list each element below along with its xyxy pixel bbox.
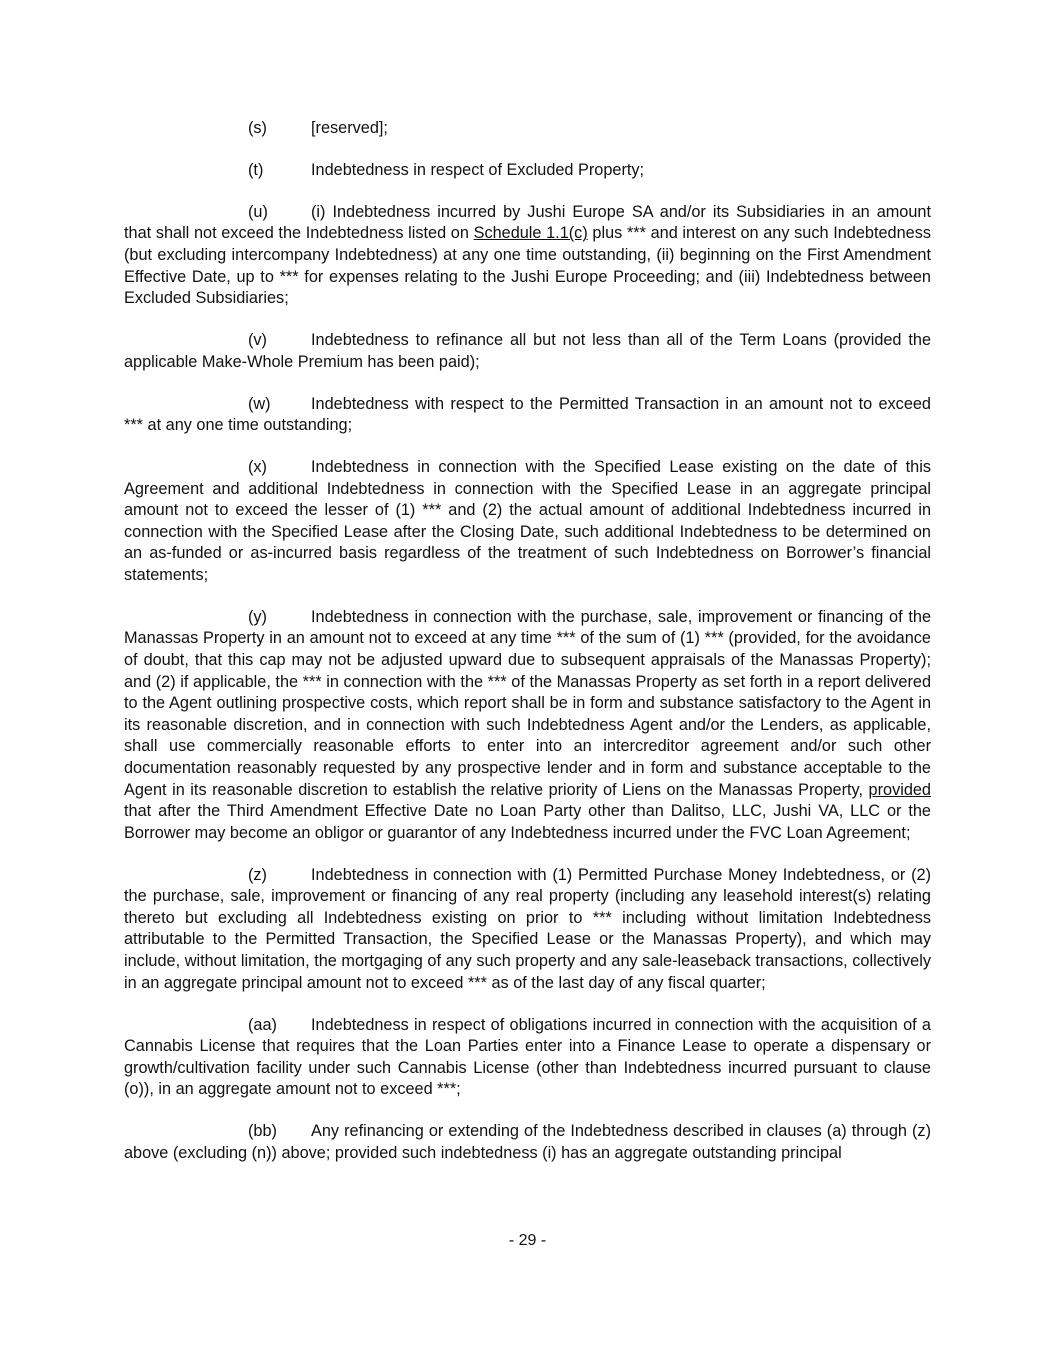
clause-label: (aa) bbox=[248, 1015, 277, 1034]
clause-text: plus *** and interest on any such Indebtedness (but excluding intercompany Indebtedness) at any one time outstanding, (ii) beginning on the First Amendment Effective Date, up to *** for expenses relating to the Jushi Europe Proceeding; and (iii) Indebtedness between Excluded Subsidiaries; bbox=[124, 224, 931, 308]
provided-term: provided bbox=[868, 780, 931, 799]
clause-label: (s) bbox=[248, 119, 267, 137]
page-number: - 29 - bbox=[508, 1232, 547, 1249]
clause-bb bbox=[124, 1121, 931, 1164]
clause-aa bbox=[124, 1015, 931, 1101]
clause-t bbox=[124, 160, 931, 182]
clause-w bbox=[124, 394, 931, 437]
clause-label: (z) bbox=[248, 865, 267, 884]
clause-text: [reserved]; bbox=[311, 119, 388, 137]
clause-text: Indebtedness with respect to the Permitted Transaction in an amount not to exceed *** at any one time outstanding; bbox=[124, 394, 931, 435]
clause-text: that after the Third Amendment Effective Date no Loan Party other than Dalitso, LLC, Jushi VA, LLC or the Borrower may become an obligor or guarantor of any Indebtedness incurred under the FVC Loan Agreement; bbox=[124, 802, 931, 842]
clause-text: (i) Indebtedness incurred by Jushi Europe SA and/or its Subsidiaries in an amount that shall not exceed the Indebtedness listed on bbox=[124, 202, 931, 243]
clause-text: Indebtedness in connection with (1) Permitted Purchase Money Indebtedness, or (2) the purchase, sale, improvement or financing of any real property (including any leasehold interest(s) relating thereto but excluding all Indebtedness existing on prior to *** including without limitation Indebtedness attributable to the Permitted Transaction, the Specified Lease or the Manassas Property), and which may include, without limitation, the mortgaging of any such property and any sale-leaseback transactions, collectively in an aggregate principal amount not to exceed *** as of the last day of any fiscal quarter; bbox=[124, 865, 931, 992]
clause-u bbox=[124, 202, 931, 310]
document-body bbox=[124, 118, 931, 1185]
clause-y bbox=[124, 607, 931, 845]
clause-label: (x) bbox=[248, 458, 267, 477]
clause-v bbox=[124, 330, 931, 373]
clause-label: (v) bbox=[248, 331, 267, 350]
clause-text: Indebtedness in respect of Excluded Property; bbox=[311, 160, 645, 179]
clause-text: Indebtedness in respect of obligations incurred in connection with the acquisition of a Cannabis License that requires that the Loan Parties enter into a Finance Lease to operate a dispensary or growth/cultivation facility under such Cannabis License (other than Indebtedness incurred pursuant to clause (o)), in an aggregate amount not to exceed ***; bbox=[124, 1015, 931, 1099]
clause-text: Any refinancing or extending of the Indebtedness described in clauses (a) through (z) above (excluding (n)) above; provided such indebtedness (i) has an aggregate outstanding principal bbox=[124, 1122, 931, 1162]
clause-label: (u) bbox=[248, 202, 268, 221]
clause-x bbox=[124, 457, 931, 587]
clause-text: Indebtedness to refinance all but not less than all of the Term Loans (provided the applicable Make-Whole Premium has been paid); bbox=[124, 331, 931, 371]
schedule-reference: Schedule 1.1(c) bbox=[473, 224, 588, 243]
clause-label: (w) bbox=[248, 394, 271, 413]
clause-label: (y) bbox=[248, 607, 267, 626]
clause-z bbox=[124, 865, 931, 995]
clause-label: (t) bbox=[248, 160, 264, 179]
clause-s bbox=[124, 118, 931, 140]
clause-text: Indebtedness in connection with the purchase, sale, improvement or financing of the Manassas Property in an amount not to exceed at any time *** of the sum of (1) *** (provided, for the avoidance of doubt, that this cap may not be adjusted upward due to subsequent appraisals of the Manassas Property); and (2) if applicable, the *** in connection with the *** of the Manassas Property as set forth in a report delivered to the Agent outlining prospective costs, which report shall be in form and substance satisfactory to the Agent in its reasonable discretion, and in connection with such Indebtedness Agent and/or the Lenders, as applicable, shall use commercially reasonable efforts to enter into an intercreditor agreement and/or such other documentation reasonably requested by any prospective lender and in form and substance acceptable to the Agent in its reasonable discretion to establish the relative priority of Liens on the Manassas Property, bbox=[124, 607, 931, 799]
clause-text: Indebtedness in connection with the Specified Lease existing on the date of this Agreement and additional Indebtedness in connection with the Specified Lease in an aggregate principal amount not to exceed the lesser of (1) *** and (2) the actual amount of additional Indebtedness incurred in connection with the Specified Lease after the Closing Date, such additional Indebtedness to be determined on an as-funded or as-incurred basis regardless of the treatment of such Indebtedness on Borrower’s financial statements; bbox=[124, 458, 931, 584]
clause-label: (bb) bbox=[248, 1122, 277, 1141]
